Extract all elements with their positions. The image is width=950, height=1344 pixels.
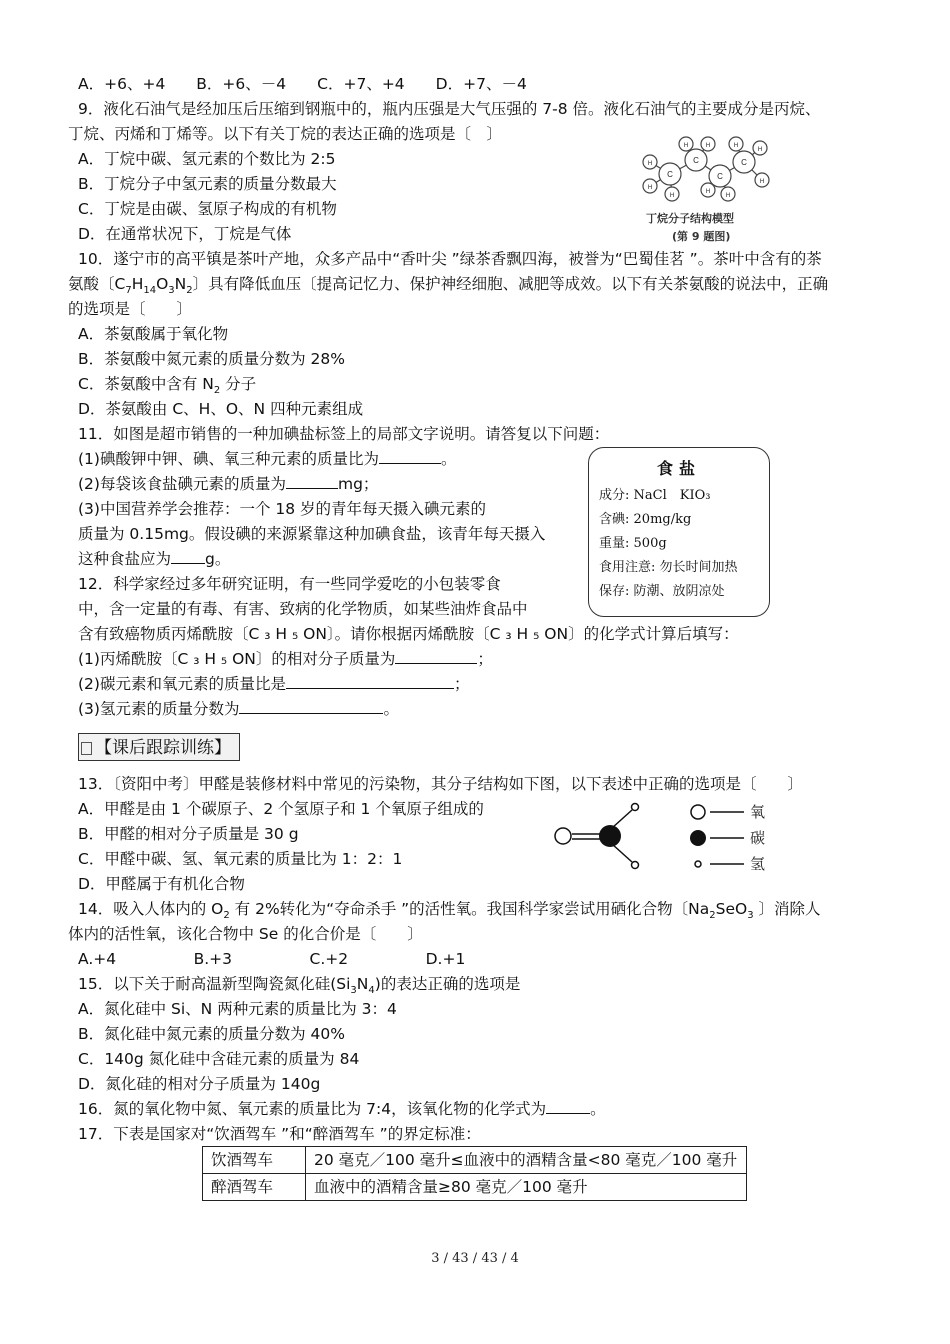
carbon-atom: C [741, 158, 747, 167]
q10-option-c: C．茶氨酸中含有 $N_2$ 分子 [78, 375, 257, 397]
q12-part3: (3)氢元素的质量分数为 。 [78, 700, 399, 718]
hydrogen-legend-label: 氢 [750, 855, 766, 873]
q10-option-b: B．茶氨酸中氮元素的质量分数为 28% [78, 350, 346, 368]
hydrogen-atom: H [705, 143, 711, 149]
hydrogen-legend-symbol [695, 861, 701, 867]
q12-stem-cont: 中，含一定量的有毒、有害、致病的化学物质，如某些油炸食品中 [78, 600, 528, 618]
q11-part3: (3)中国营养学会推荐：一个 18 岁的青年每天摄入碘元素的 [78, 500, 487, 518]
table-row [203, 1147, 747, 1174]
q13-stem: 13．〔资阳中考〕甲醛是装修材料中常见的污染物，其分子结构如下图，以下表述中正确的选项是〔 〕 [78, 775, 803, 793]
salt-iodine: 含碘: 20mg/kg [599, 512, 692, 527]
salt-storage: 保存: 防潮、放阴凉处 [599, 584, 725, 599]
q10-option-a: A．茶氨酸属于氧化物 [78, 325, 229, 343]
table-cell-value: 20 毫克／100 毫升≤血液中的酒精含量<80 毫克／100 毫升 [306, 1147, 747, 1174]
salt-label [588, 447, 770, 617]
carbon-atom: C [693, 156, 699, 165]
q9-option-a: A．丁烷中碳、氢元素的个数比为 2:5 [78, 150, 336, 168]
salt-label-title: 食盐 [656, 459, 701, 478]
oxygen-atom [555, 828, 571, 844]
checkbox-icon [81, 742, 92, 755]
q12-part2: (2)碳元素和氧元素的质量比是 ； [78, 675, 470, 693]
q15-option-c: C．140g 氮化硅中含硅元素的质量为 84 [78, 1050, 360, 1068]
q11-part2: (2)每袋该食盐碘元素的质量为 mg； [78, 475, 379, 493]
q9-option-c: C．丁烷是由碳、氢原子构成的有机物 [78, 200, 337, 218]
hydrogen-atom: H [669, 193, 675, 199]
q11-stem: 11．如图是超市销售的一种加碘盐标签上的局部文字说明。请答复以下问题： [78, 425, 610, 443]
q13-option-b: B．甲醛的相对分子质量是 30 g [78, 825, 299, 843]
carbon-atom: C [717, 172, 723, 181]
drink-driving-table [202, 1146, 747, 1201]
oxygen-legend-symbol [691, 805, 705, 819]
carbon-atom: C [667, 170, 673, 179]
q12-part1: (1)丙烯酰胺〔C ₃ H ₅ ON〕的相对分子质量为 ； [78, 650, 493, 668]
butane-figure-number: (第 9 题图) [672, 230, 731, 243]
answer-blank[interactable] [171, 549, 205, 564]
carbon-atom [599, 825, 621, 847]
q14-stem: 14．吸入人体内的 $O_2$ 有 2%转化为“夺命杀手 ”的活性氧。我国科学家尝试用硒化合物〔$Na_2SeO_3$ 〕消除人 [78, 900, 821, 922]
formaldehyde-model-figure [548, 798, 778, 878]
q15-option-d: D．氮化硅的相对分子质量为 140g [78, 1075, 321, 1093]
answer-blank[interactable] [546, 1099, 590, 1114]
q13-option-d: D．甲醛属于有机化合物 [78, 875, 245, 893]
hydrogen-atom: H [733, 143, 739, 149]
answer-blank[interactable] [286, 474, 338, 489]
q15-stem: 15．以下关于耐高温新型陶瓷氮化硅$(Si_3N_4)$的表达正确的选项是 [78, 975, 521, 997]
q10-stem-cont: 氨酸〔$C_7H_{14}O_3N_2$〕具有降低血压〔提高记忆力、保护神经细胞、减肥等成效。以下有关茶氨酸的说法中，正确 [68, 275, 829, 297]
answer-blank[interactable] [286, 674, 454, 689]
q14-stem-cont: 体内的活性氧，该化合物中 Se 的化合价是〔 〕 [68, 925, 423, 943]
hydrogen-atom: H [647, 185, 653, 191]
carbon-legend-symbol [690, 830, 706, 846]
q13-option-c: C．甲醛中碳、氢、氧元素的质量比为 1：2：1 [78, 850, 403, 868]
hydrogen-atom: H [725, 193, 731, 199]
q11-part3-cont: 质量为 0.15mg。假设碘的来源紧靠这种加碘食盐，该青年每天摄入 [78, 525, 546, 543]
hydrogen-atom: H [683, 143, 689, 149]
q10-stem: 10．遂宁市的高平镇是茶叶产地，众多产品中“香叶尖 ”绿茶香飘四海，被誉为“巴蜀佳茗 ”。茶叶中含有的茶 [78, 250, 822, 268]
section-header: 【课后跟踪训练】 [78, 733, 240, 761]
carbon-legend-label: 碳 [750, 829, 766, 847]
answer-blank[interactable] [395, 649, 477, 664]
q15-option-a: A．氮化硅中 Si、N 两种元素的质量比为 3：4 [78, 1000, 397, 1018]
q11-part3-end: 这种食盐应为 g。 [78, 550, 231, 568]
q16-stem: 16．氮的氧化物中氮、氧元素的质量比为 7:4，该氧化物的化学式为 。 [78, 1100, 606, 1118]
q9-stem: 9．液化石油气是经加压后压缩到钢瓶中的，瓶内压强是大气压强的 7-8 倍。液化石油气的主要成分是丙烷、 [78, 100, 821, 118]
table-cell-label: 饮酒驾车 [203, 1147, 306, 1174]
hydrogen-atom: H [759, 179, 765, 185]
table-cell-label: 醉酒驾车 [203, 1174, 306, 1201]
q9-stem-cont: 丁烷、丙烯和丁烯等。以下有关丁烷的表达正确的选项是〔 〕 [68, 125, 503, 143]
hydrogen-atom: H [647, 161, 653, 167]
q12-stem: 12．科学家经过多年研究证明，有一些同学爱吃的小包装零食 [78, 575, 501, 593]
butane-figure-caption: 丁烷分子结构模型 [646, 212, 734, 225]
hydrogen-atom [632, 862, 639, 869]
q12-stem-end: 含有致癌物质丙烯酰胺〔C ₃ H ₅ ON〕。请你根据丙烯酰胺〔C ₃ H ₅ ON〕的化学式计算后填写： [78, 625, 739, 643]
q14-options: A.+4 B.+3 C.+2 D.+1 [78, 950, 466, 968]
hydrogen-atom: H [757, 147, 763, 153]
q15-option-b: B．氮化硅中氮元素的质量分数为 40% [78, 1025, 346, 1043]
hydrogen-atom: H [705, 189, 711, 195]
q10-stem-end: 的选项是〔 〕 [68, 300, 193, 318]
q11-part1: (1)碘酸钾中钾、碘、氧三种元素的质量比为 。 [78, 450, 457, 468]
q17-stem: 17．下表是国家对“饮酒驾车 ”和“醉酒驾车 ”的界定标准： [78, 1125, 481, 1143]
answer-blank[interactable] [239, 699, 383, 714]
salt-ingredients: 成分: NaCl KIO₃ [599, 488, 711, 503]
salt-notice: 食用注意: 勿长时间加热 [599, 560, 738, 575]
table-cell-value: 血液中的酒精含量≥80 毫克／100 毫升 [306, 1174, 747, 1201]
q8-options: A．+6、+4 B．+6、－4 C．+7、+4 D．+7、－4 [78, 75, 527, 93]
q9-option-d: D．在通常状况下，丁烷是气体 [78, 225, 292, 243]
q13-option-a: A．甲醛是由 1 个碳原子、2 个氢原子和 1 个氧原子组成的 [78, 800, 484, 818]
q10-option-d: D．茶氨酸由 C、H、O、N 四种元素组成 [78, 400, 364, 418]
page-footer: 3 / 43 / 43 / 4 [431, 1251, 519, 1266]
salt-weight: 重量: 500g [599, 536, 667, 551]
table-row [203, 1174, 747, 1201]
oxygen-legend-label: 氧 [750, 803, 766, 821]
hydrogen-atom [632, 804, 639, 811]
answer-blank[interactable] [379, 449, 441, 464]
q9-option-b: B．丁烷分子中氢元素的质量分数最大 [78, 175, 337, 193]
